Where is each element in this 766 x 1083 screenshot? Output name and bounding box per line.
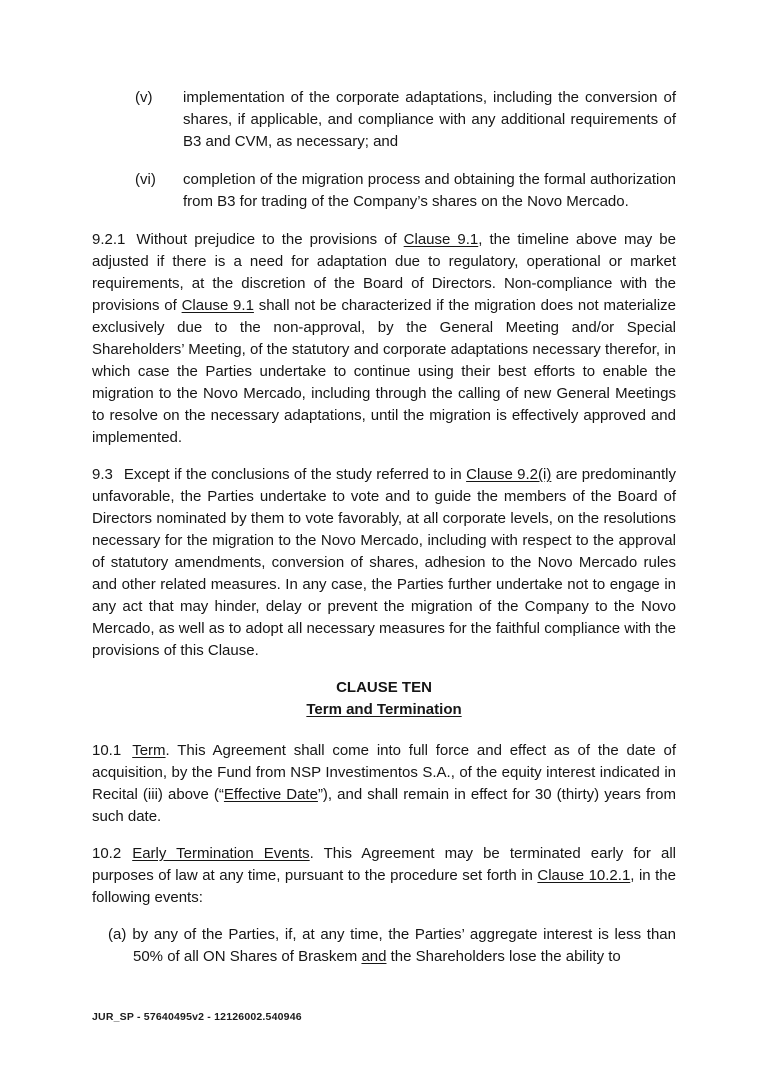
clause-number: 10.1 bbox=[92, 742, 122, 759]
paragraph-text: , the timeline above may be adjusted if there is a need for adaptation due to regulatory, operational or market requirements, at the discretion of the Board of Directors. Non-compliance with the provisions of bbox=[92, 231, 676, 314]
list-item-a bbox=[108, 924, 676, 968]
paragraph-10-1 bbox=[92, 740, 676, 828]
paragraph-text: . This Agreement may be terminated early for all purposes of law at any time, pursuant to the procedure set forth in bbox=[92, 845, 676, 884]
paragraph-text: . This Agreement shall come into full force and effect as of the date of acquisition, by the Fund from NSP Investimentos S.A., of the equity interest indicated in Recital (iii) above (“ bbox=[92, 742, 676, 803]
clause-ten-subheading-text: Term and Termination bbox=[306, 701, 462, 718]
footer-document-reference: JUR_SP - 57640495v2 - 12126002.540946 bbox=[92, 1011, 302, 1023]
paragraph-10-2 bbox=[92, 843, 676, 909]
list-item-v bbox=[135, 87, 676, 153]
list-item-vi-marker: (vi) bbox=[135, 171, 156, 188]
defined-term: Effective Date bbox=[223, 786, 318, 803]
clause-number: 10.2 bbox=[92, 845, 122, 862]
list-item-v-marker: (v) bbox=[135, 89, 153, 106]
paragraph-text: shall not be characterized if the migration does not materialize exclusively due to the non-approval, by the General Meeting and/or Special Shareholders’ Meeting, of the statutory and corporate adaptations necessary therefor, in which case the Parties undertake to continue using their best efforts to enable the migration to the Novo Mercado, including through the calling of new General Meetings to resolve on the necessary adaptations, until the migration is effectively approved and implemented. bbox=[92, 297, 677, 446]
document-content bbox=[92, 87, 676, 968]
paragraph-9-2-1 bbox=[92, 229, 676, 449]
defined-term: Early Termination Events bbox=[132, 845, 310, 862]
clause-reference: Clause 10.2.1 bbox=[537, 867, 631, 884]
paragraph-text: Except if the conclusions of the study referred to in bbox=[123, 466, 467, 483]
paragraph-9-3 bbox=[92, 464, 676, 662]
clause-reference: Clause 9.1 bbox=[403, 231, 479, 248]
defined-term: Term bbox=[132, 742, 166, 759]
paragraph-text: Without prejudice to the provisions of bbox=[136, 231, 404, 248]
paragraph-text: are predominantly unfavorable, the Parties undertake to vote and to guide the members of the Board of Directors nominated by them to vote favorably, at all corporate levels, on the resolutions necessary for the migration to the Novo Mercado, including with respect to the approval of statutory amendments, conversion of shares, adhesion to the Novo Mercado rules and other related measures. In any case, the Parties further undertake not to engage in any act that may hinder, delay or prevent the migration of the Company to the Novo Mercado, as well as to adopt all necessary measures for the faithful compliance with the provisions of this Clause. bbox=[92, 466, 677, 659]
clause-reference: Clause 9.2(i) bbox=[466, 466, 552, 483]
paragraph-text: the Shareholders lose the ability to bbox=[386, 948, 621, 965]
clause-reference: Clause 9.1 bbox=[181, 297, 254, 314]
list-item-v-text: implementation of the corporate adaptations, including the conversion of shares, if applicable, and compliance with any additional requirements of B3 and CVM, as necessary; and bbox=[183, 89, 676, 150]
underlined-conjunction: and bbox=[361, 948, 387, 965]
paragraph-text: , in the following events: bbox=[92, 867, 676, 906]
clause-number: 9.3 bbox=[92, 466, 113, 483]
paragraph-text: by any of the Parties, if, at any time, the Parties’ aggregate interest is less than 50% of all ON Shares of Braskem bbox=[132, 926, 676, 965]
clause-ten-subheading bbox=[92, 699, 676, 721]
clause-ten-heading: CLAUSE TEN bbox=[336, 679, 432, 696]
paragraph-text: ”), and shall remain in effect for 30 (thirty) years from such date. bbox=[92, 786, 677, 825]
list-item-vi bbox=[135, 169, 676, 213]
list-item-a-marker: (a) bbox=[108, 926, 127, 943]
clause-number: 9.2.1 bbox=[92, 231, 126, 248]
list-item-vi-text: completion of the migration process and obtaining the formal authorization from B3 for trading of the Company’s shares on the Novo Mercado. bbox=[183, 171, 676, 210]
